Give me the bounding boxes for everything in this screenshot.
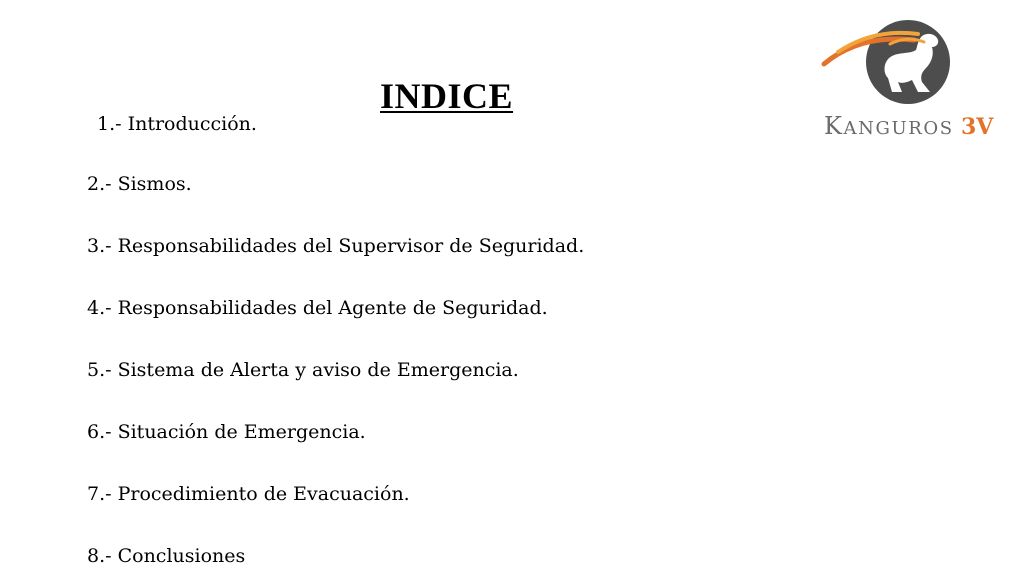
toc-item-4: 4.- Responsabilidades del Agente de Seguridad. [87,297,548,319]
toc-item-1: 1.- Introducción. [97,113,257,135]
logo-suffix: 3V [961,114,994,140]
toc-item-3: 3.- Responsabilidades del Supervisor de Seguridad. [87,235,585,257]
kangaroo-logo-icon [818,14,998,114]
page-title: INDICE [380,76,514,116]
toc-item-6: 6.- Situación de Emergencia. [87,421,366,443]
toc-item-8: 8.- Conclusiones [87,545,246,567]
toc-item-7: 7.- Procedimiento de Evacuación. [87,483,410,505]
toc-item-2: 2.- Sismos. [87,173,192,195]
logo-initial: K [824,112,844,140]
logo-wordmark [824,112,993,140]
toc-item-5: 5.- Sistema de Alerta y aviso de Emergencia. [87,359,519,381]
company-logo [818,14,998,140]
logo-name: ANGUROS [843,118,961,139]
